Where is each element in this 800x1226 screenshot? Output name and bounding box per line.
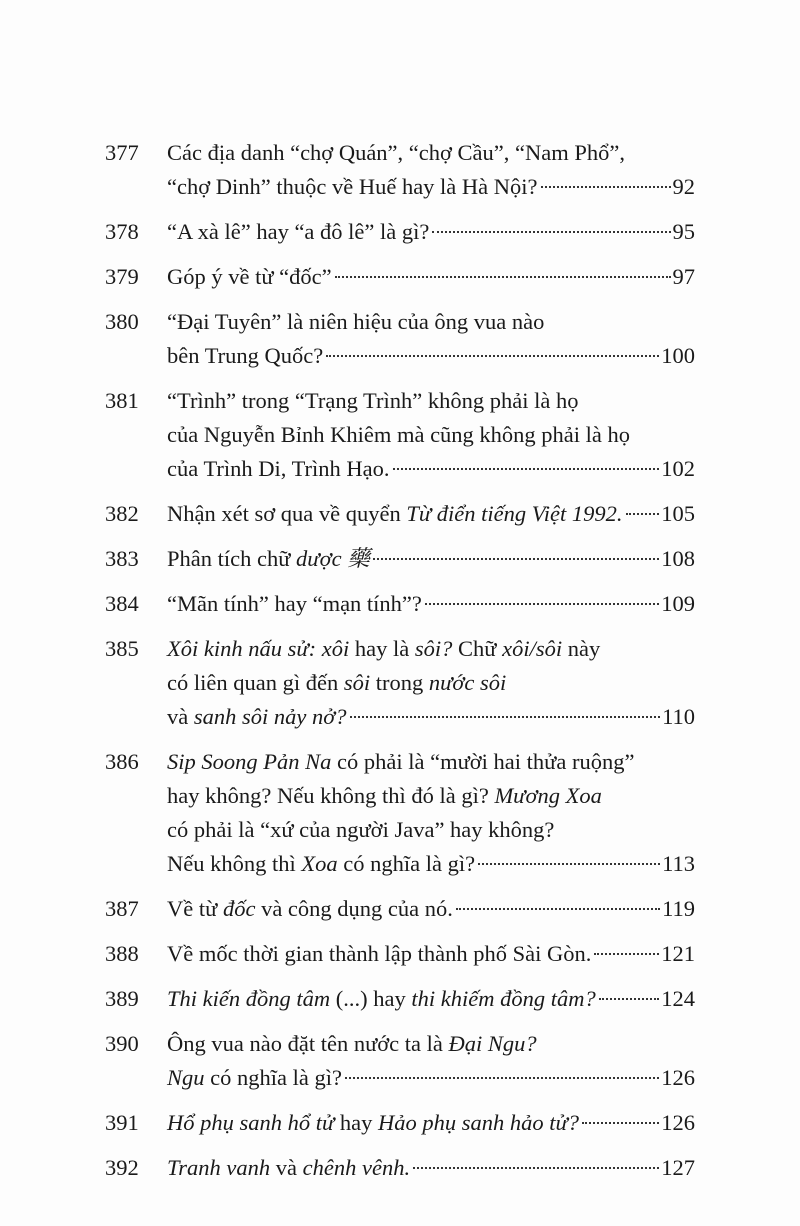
- toc-entry-380: [105, 305, 695, 373]
- entry-title-text: [167, 847, 475, 881]
- entry-title-text: [167, 542, 370, 576]
- entry-title-last-line: [167, 847, 695, 881]
- title-plain: Nhận xét sơ qua về quyển: [167, 501, 407, 526]
- entry-title-last-line: [167, 339, 695, 373]
- toc-entry-392: [105, 1151, 695, 1185]
- title-italic: Hổ phụ sanh hổ tử: [167, 1110, 335, 1135]
- entry-number: 377: [105, 140, 139, 165]
- entry-number: 379: [105, 264, 139, 289]
- entry-title-text: “A xà lê” hay “a đô lê” là gì?: [167, 219, 430, 244]
- title-italic: thi khiếm đồng tâm?: [411, 986, 596, 1011]
- dot-leader: [326, 355, 659, 357]
- page-number: 110: [662, 704, 695, 729]
- entry-title-last-line: [167, 215, 695, 249]
- toc-entry-386: [105, 745, 695, 881]
- dot-leader: [478, 863, 660, 865]
- dot-leader: [345, 1077, 659, 1079]
- entry-number: 390: [105, 1031, 139, 1056]
- toc-entry-383: [105, 542, 695, 576]
- page-number: 100: [661, 343, 695, 368]
- entry-number: 378: [105, 219, 139, 244]
- toc-entry-389: [105, 982, 695, 1016]
- table-of-contents: [105, 136, 695, 1196]
- entry-title-line: [167, 666, 695, 700]
- entry-title-text: [167, 982, 596, 1016]
- entry-title-last-line: [167, 542, 695, 576]
- entry-number: 384: [105, 591, 139, 616]
- entry-number: 391: [105, 1110, 139, 1135]
- entry-title-line: của Nguyễn Bỉnh Khiêm mà cũng không phải là họ: [167, 422, 631, 447]
- entry-title-line: [167, 745, 695, 779]
- entry-number: 389: [105, 986, 139, 1011]
- entry-number: 392: [105, 1155, 139, 1180]
- page-number: 109: [661, 591, 695, 616]
- entry-title-last-line: [167, 452, 695, 486]
- page-number: 108: [661, 546, 695, 571]
- toc-entry-385: [105, 632, 695, 734]
- title-italic: Ngu: [167, 1065, 205, 1090]
- entry-title-last-line: [167, 700, 695, 734]
- page-number: 124: [661, 986, 695, 1011]
- title-italic: chênh vênh.: [302, 1155, 411, 1180]
- toc-entry-391: [105, 1106, 695, 1140]
- page-number: 127: [661, 1155, 695, 1180]
- dot-leader: [373, 558, 660, 560]
- entry-number: 386: [105, 749, 139, 774]
- page-number: 113: [662, 851, 695, 876]
- page-number: 119: [662, 896, 695, 921]
- title-plain: có liên quan gì đến: [167, 670, 344, 695]
- title-italic: Đại Ngu?: [448, 1031, 537, 1056]
- title-italic: đốc: [222, 896, 256, 921]
- page-number: 126: [661, 1110, 695, 1135]
- dot-leader: [626, 513, 660, 515]
- page-number: 102: [661, 456, 695, 481]
- title-italic: Xoa: [301, 851, 338, 876]
- entry-title-line: [167, 779, 695, 813]
- entry-title-text: Góp ý về từ “đốc”: [167, 264, 332, 289]
- toc-entry-378: [105, 215, 695, 249]
- title-italic: Mương Xoa: [494, 783, 602, 808]
- entry-title-line: “Trình” trong “Trạng Trình” không phải là họ: [167, 388, 579, 413]
- entry-number: 385: [105, 636, 139, 661]
- entry-title-last-line: [167, 1106, 695, 1140]
- entry-title-last-line: [167, 1061, 695, 1095]
- entry-title-last-line: [167, 170, 695, 204]
- toc-entry-387: [105, 892, 695, 926]
- entry-title-last-line: [167, 937, 695, 971]
- entry-title-last-line: [167, 260, 695, 294]
- entry-number: 382: [105, 501, 139, 526]
- title-plain: và: [270, 1155, 303, 1180]
- title-plain: hay không? Nếu không thì đó là gì?: [167, 783, 495, 808]
- entry-title-text: Về mốc thời gian thành lập thành phố Sài Gòn.: [167, 941, 592, 966]
- title-italic: Sip Soong Pản Na: [167, 749, 332, 774]
- dot-leader: [594, 953, 659, 955]
- toc-entry-390: [105, 1027, 695, 1095]
- title-plain: hay là: [349, 636, 415, 661]
- entry-number: 383: [105, 546, 139, 571]
- entry-title-last-line: [167, 1151, 695, 1185]
- page-number: 97: [672, 264, 695, 289]
- title-plain: này: [562, 636, 601, 661]
- title-plain: và: [167, 704, 194, 729]
- entry-title-text: [167, 892, 453, 926]
- toc-entry-381: [105, 384, 695, 486]
- page-number: 95: [672, 219, 695, 244]
- entry-title-text: “Mãn tính” hay “mạn tính”?: [167, 591, 422, 616]
- entry-title-line: có phải là “xứ của người Java” hay không?: [167, 817, 555, 842]
- title-italic: Tranh vanh: [167, 1155, 271, 1180]
- title-plain: và công dụng của nó.: [255, 896, 453, 921]
- title-italic: Hảo phụ sanh hảo tử?: [378, 1110, 580, 1135]
- toc-entry-384: [105, 587, 695, 621]
- toc-entry-388: [105, 937, 695, 971]
- toc-entry-379: [105, 260, 695, 294]
- toc-entry-377: [105, 136, 695, 204]
- entry-title-last-line: [167, 587, 695, 621]
- dot-leader: [599, 998, 660, 1000]
- dot-leader: [541, 186, 671, 188]
- entry-number: 381: [105, 388, 139, 413]
- title-plain: Nếu không thì: [167, 851, 302, 876]
- entry-title-last-line: [167, 497, 695, 531]
- page-number: 126: [661, 1065, 695, 1090]
- entry-title-last-line: [167, 892, 695, 926]
- entry-title-line: [167, 632, 695, 666]
- title-plain: trong: [370, 670, 429, 695]
- title-plain: (...) hay: [330, 986, 412, 1011]
- entry-number: 380: [105, 309, 139, 334]
- dot-leader: [582, 1122, 659, 1124]
- title-plain: có phải là “mười hai thửa ruộng”: [331, 749, 635, 774]
- dot-leader: [413, 1167, 659, 1169]
- title-plain: có nghĩa là gì?: [337, 851, 476, 876]
- entry-number: 387: [105, 896, 139, 921]
- page-number: 121: [661, 941, 695, 966]
- dot-leader: [456, 908, 660, 910]
- title-plain: Ông vua nào đặt tên nước ta là: [167, 1031, 449, 1056]
- title-italic: xôi/sôi: [502, 636, 563, 661]
- dot-leader: [432, 231, 670, 233]
- entry-title-line: [167, 1027, 695, 1061]
- entry-title-text: bên Trung Quốc?: [167, 343, 324, 368]
- title-italic: sôi: [343, 670, 371, 695]
- title-italic: sôi?: [414, 636, 453, 661]
- page-number: 105: [661, 501, 695, 526]
- entry-title-line: Các địa danh “chợ Quán”, “chợ Cầu”, “Nam Phổ”,: [167, 140, 625, 165]
- title-italic: Xôi kinh nấu sử: xôi: [167, 636, 350, 661]
- title-italic: Từ điển tiếng Việt 1992.: [406, 501, 623, 526]
- entry-title-text: [167, 1151, 410, 1185]
- title-plain: Chữ: [452, 636, 503, 661]
- dot-leader: [350, 716, 661, 718]
- title-plain: Về từ: [167, 896, 223, 921]
- title-plain: hay: [334, 1110, 379, 1135]
- entry-title-text: [167, 700, 347, 734]
- entry-title-text: [167, 1061, 342, 1095]
- entry-title-line: “Đại Tuyên” là niên hiệu của ông vua nào: [167, 309, 545, 334]
- entry-title-text: [167, 497, 623, 531]
- title-italic: dược 藥: [296, 546, 370, 571]
- entry-number: 388: [105, 941, 139, 966]
- dot-leader: [425, 603, 659, 605]
- entry-title-last-line: [167, 982, 695, 1016]
- entry-title-text: [167, 1106, 579, 1140]
- title-italic: Thi kiến đồng tâm: [167, 986, 331, 1011]
- title-italic: nước sôi: [428, 670, 507, 695]
- title-italic: sanh sôi nảy nở?: [193, 704, 347, 729]
- page-number: 92: [672, 174, 695, 199]
- dot-leader: [393, 468, 660, 470]
- toc-entry-382: [105, 497, 695, 531]
- dot-leader: [335, 276, 671, 278]
- title-plain: có nghĩa là gì?: [204, 1065, 342, 1090]
- entry-title-text: “chợ Dinh” thuộc về Huế hay là Hà Nội?: [167, 174, 538, 199]
- entry-title-text: của Trình Di, Trình Hạo.: [167, 456, 390, 481]
- title-plain: Phân tích chữ: [167, 546, 297, 571]
